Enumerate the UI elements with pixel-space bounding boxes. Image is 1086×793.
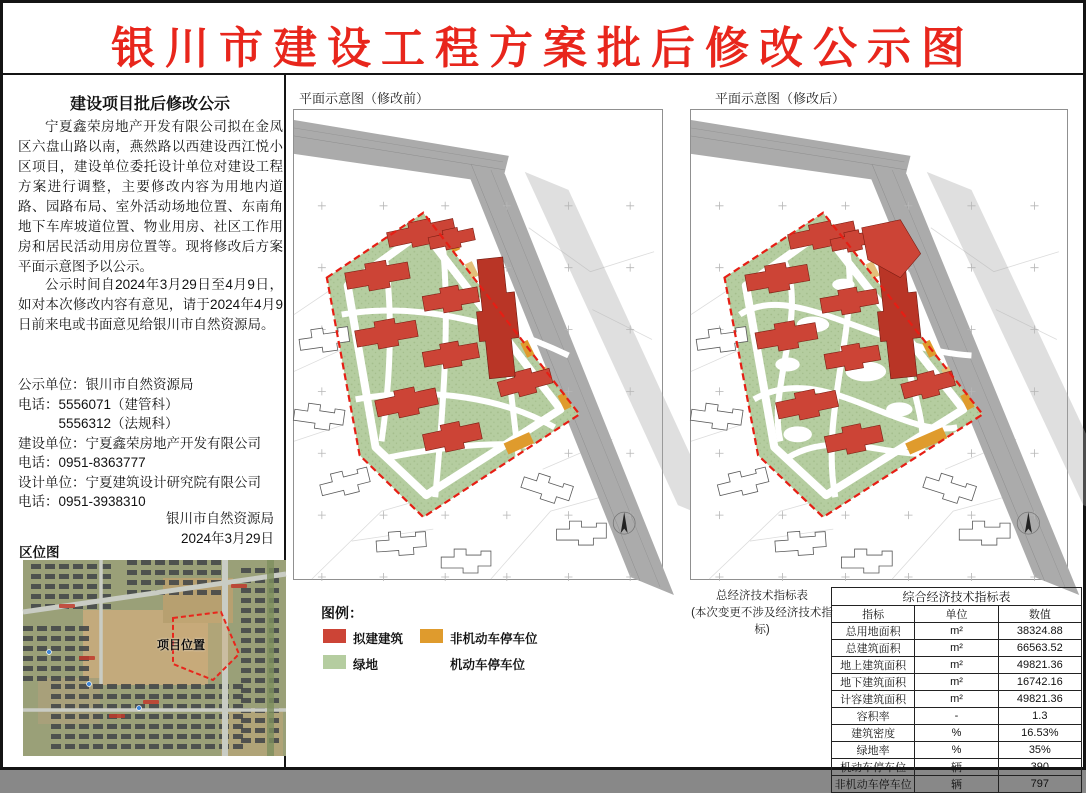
table-row xyxy=(832,674,1082,691)
contact-line: 电话：5556071（建管科） xyxy=(18,396,179,412)
notice-paragraph-1: 宁夏鑫荣房地产开发有限公司拟在金凤区六盘山路以南，燕然路以西建设西江悦小区项目，建设单位委托设计单位对建设工程方案进行调整，主要修改内容为用地内道路、园路布局、室外活动场地位置、东南角地下车库坡道位置、物业用房、社区工作用房和居民活动用房位置等。现将修改后方案平面示意图予以公示。 xyxy=(18,119,283,274)
indicator-table xyxy=(831,587,1082,793)
contact-line: 电话：0951-3938310 xyxy=(18,494,146,509)
summary-note-line2: (本次变更不涉及经济技术指标) xyxy=(691,607,833,636)
contact-info xyxy=(18,375,283,512)
legend xyxy=(321,603,621,683)
table-cell: m² xyxy=(915,691,998,708)
table-cell: 797 xyxy=(998,776,1081,793)
table-row xyxy=(832,640,1082,657)
table-cell: m² xyxy=(915,657,998,674)
table-cell: 1.3 xyxy=(998,708,1081,725)
legend-swatch-building xyxy=(323,629,346,643)
location-map-label: 区位图 xyxy=(19,545,60,560)
contact-line: 建设单位：宁夏鑫荣房地产开发有限公司 xyxy=(18,435,261,451)
table-row xyxy=(832,691,1082,708)
table-cell: 绿地率 xyxy=(832,742,915,759)
contact-line: 电话：0951-8363777 xyxy=(18,455,146,470)
table-title-row xyxy=(832,588,1082,606)
table-cell: m² xyxy=(915,623,998,640)
table-cell: 总建筑面积 xyxy=(832,640,915,657)
table-cell: 49821.36 xyxy=(998,691,1081,708)
table-cell: 计容建筑面积 xyxy=(832,691,915,708)
table-cell: 容积率 xyxy=(832,708,915,725)
plan-after-label: 平面示意图（修改后） xyxy=(715,91,846,106)
title-divider xyxy=(3,73,1083,75)
summary-note xyxy=(689,588,835,639)
table-row xyxy=(832,776,1082,793)
table-cell: 机动车停车位 xyxy=(832,759,915,776)
table-cell: 总用地面积 xyxy=(832,623,915,640)
page-title: 银川市建设工程方案批后修改公示图 xyxy=(111,24,975,73)
table-cell: 49821.36 xyxy=(998,657,1081,674)
table-header-row xyxy=(832,606,1082,623)
table-cell: 35% xyxy=(998,742,1081,759)
table-title: 综合经济技术指标表 xyxy=(832,588,1082,606)
legend-label-building: 拟建建筑 xyxy=(353,632,404,646)
contact-line: 设计单位：宁夏建筑设计研究院有限公司 xyxy=(18,474,261,490)
table-cell: % xyxy=(915,742,998,759)
table-cell: 非机动车停车位 xyxy=(832,776,915,793)
table-row xyxy=(832,708,1082,725)
table-cell: 建筑密度 xyxy=(832,725,915,742)
legend-swatch-bike-parking xyxy=(420,629,443,643)
table-cell: 辆 xyxy=(915,776,998,793)
table-cell: m² xyxy=(915,640,998,657)
legend-label-green: 绿地 xyxy=(353,658,379,672)
summary-note-line1: 总经济技术指标表 xyxy=(716,590,808,602)
table-cell: m² xyxy=(915,674,998,691)
table-cell: 66563.52 xyxy=(998,640,1081,657)
table-cell: 地上建筑面积 xyxy=(832,657,915,674)
notice-paragraph-2: 公示时间自2024年3月29日至4月9日，如对本次修改内容有意见，请于2024年4月9日前来电或书面意见给银川市自然资源局。 xyxy=(18,277,283,332)
signoff-org: 银川市自然资源局 xyxy=(166,511,274,526)
table-cell: - xyxy=(915,708,998,725)
notice-title: 建设项目批后修改公示 xyxy=(69,96,230,113)
table-row xyxy=(832,657,1082,674)
legend-swatch-green xyxy=(323,655,346,669)
table-header-cell: 数值 xyxy=(998,606,1081,623)
site-plan-before-canvas xyxy=(294,110,662,579)
site-plan-before xyxy=(293,109,663,580)
project-location-label: 项目位置 xyxy=(157,638,206,652)
site-plan-after xyxy=(690,109,1068,580)
table-cell: 地下建筑面积 xyxy=(832,674,915,691)
table-header-cell: 单位 xyxy=(915,606,998,623)
legend-swatch-car-parking xyxy=(420,655,443,669)
table-row xyxy=(832,759,1082,776)
contact-line: 5556312（法规科） xyxy=(18,416,179,431)
table-cell: % xyxy=(915,725,998,742)
table-row xyxy=(832,725,1082,742)
location-map xyxy=(23,560,286,756)
site-plan-after-canvas xyxy=(691,110,1067,579)
table-header-cell: 指标 xyxy=(832,606,915,623)
table-row xyxy=(832,742,1082,759)
legend-label-car-parking: 机动车停车位 xyxy=(450,658,526,672)
table-cell: 390 xyxy=(998,759,1081,776)
table-cell: 16.53% xyxy=(998,725,1081,742)
plan-before-label: 平面示意图（修改前） xyxy=(299,91,430,106)
signoff-date: 2024年3月29日 xyxy=(180,531,274,546)
legend-title: 图例： xyxy=(321,605,363,621)
table-row xyxy=(832,623,1082,640)
legend-label-bike-parking: 非机动车停车位 xyxy=(450,632,538,646)
location-map-canvas xyxy=(23,560,286,756)
table-cell: 38324.88 xyxy=(998,623,1081,640)
contact-line: 公示单位：银川市自然资源局 xyxy=(18,377,194,392)
table-cell: 16742.16 xyxy=(998,674,1081,691)
table-cell: 辆 xyxy=(915,759,998,776)
